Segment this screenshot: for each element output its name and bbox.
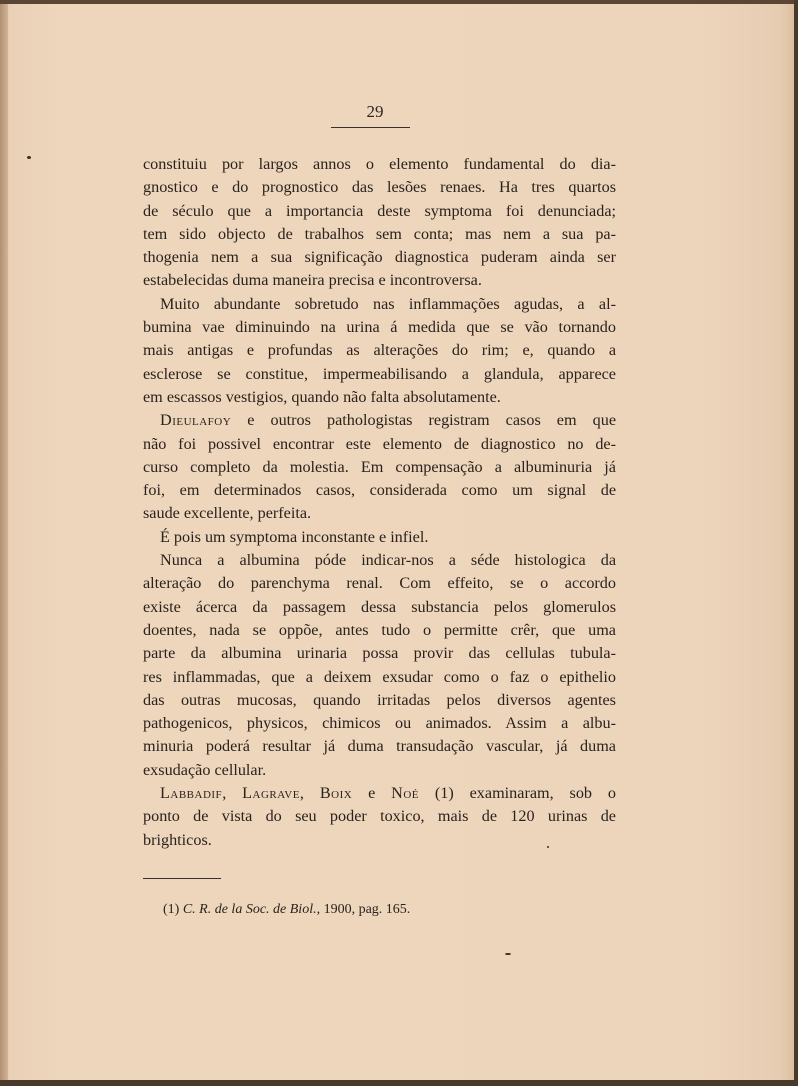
author-name: Lagrave (242, 784, 300, 803)
text-line: thogenia nem a sua significação diagnostica puderam ainda ser (143, 248, 616, 267)
text-line: tem sido objecto de trabalhos sem conta; mas nem a sua pa- (143, 224, 616, 243)
body-text (143, 153, 616, 852)
paragraph-6 (143, 782, 616, 852)
text-line: alteração do parenchyma renal. Com effeito, se o accordo (143, 574, 616, 593)
text-line: mais antigas e profundas as alterações do rim; e, quando a (143, 341, 616, 360)
text-line: estabelecidas duma maneira precisa e incontroversa. (143, 271, 482, 290)
text-line: não foi possivel encontrar este elemento de diagnostico no de- (143, 434, 616, 453)
footnote-rule (143, 878, 221, 879)
text-line: pathogenicos, physicos, chimicos ou animados. Assim a albu- (143, 714, 616, 733)
page-right-edge (794, 0, 798, 1086)
paragraph-4 (143, 526, 616, 549)
paper-speck (27, 156, 31, 159)
text-line: esclerose se constitue, impermeabilisando a glandula, apparece (143, 364, 616, 383)
paragraph-1 (143, 153, 616, 293)
text-line: curso completo da molestia. Em compensação a albuminuria já (143, 457, 616, 476)
text-line: brighticos. (143, 830, 212, 849)
author-name: Dieulafoy (160, 411, 232, 430)
text-fragment: , (222, 784, 243, 803)
paragraph-3 (143, 409, 616, 525)
text-line: das outras mucosas, quando irritadas pelos diversos agentes (143, 690, 616, 709)
text-line: ponto de vista do seu poder toxico, mais de 120 urinas de (143, 807, 616, 826)
footnote (163, 902, 410, 918)
text-line: exsudação cellular. (143, 760, 267, 779)
text-line: saude excellente, perfeita. (143, 504, 312, 523)
text-line (143, 409, 616, 432)
text-line: Nunca a albumina póde indicar-nos a séde histologica da (160, 551, 616, 570)
text-line: foi, em determinados casos, considerada como um signal de (143, 481, 616, 500)
text-fragment: e outros pathologistas registram casos em que (231, 411, 616, 430)
text-line: constituiu por largos annos o elemento fundamental do dia- (143, 155, 616, 173)
paper-speck (547, 846, 549, 848)
text-line: de século que a importancia deste symptoma foi denunciada; (143, 201, 616, 220)
text-fragment: e (352, 784, 392, 803)
text-line: minuria poderá resultar já duma transudação vascular, já duma (143, 737, 616, 756)
page-number-rule (331, 127, 410, 128)
text-line: bumina vae diminuindo na urina á medida que se vão tornando (143, 318, 616, 337)
text-line: em escassos vestigios, quando não falta absolutamente. (143, 387, 501, 406)
footnote-citation: 1900, pag. 165. (320, 902, 411, 917)
footnote-marker: (1) (163, 902, 180, 917)
text-line: Muito abundante sobretudo nas inflammações agudas, a al- (160, 294, 616, 313)
paragraph-2 (143, 293, 616, 409)
paragraph-5 (143, 549, 616, 782)
page-left-edge (0, 0, 8, 1086)
text-line: doentes, nada se oppõe, antes tudo o permitte crêr, que uma (143, 620, 616, 639)
text-line: gnostico e do prognostico das lesões renaes. Ha tres quartos (143, 178, 616, 197)
page-bottom-edge (0, 1080, 798, 1086)
text-line: res inflammadas, que a deixem exsudar como o faz o epithelio (143, 667, 616, 686)
text-line: parte da albumina urinaria possa provir das cellulas tubula- (143, 644, 616, 663)
text-line (143, 782, 616, 805)
paper-speck (505, 953, 511, 955)
footnote-source: C. R. de la Soc. de Biol., (182, 902, 321, 917)
text-line: existe ácerca da passagem dessa substancia pelos glomerulos (143, 597, 616, 616)
page-top-edge (0, 0, 798, 4)
page-number: 29 (366, 102, 384, 121)
text-fragment: (1) examinaram, sob o (419, 784, 616, 803)
text-fragment: , (299, 784, 320, 803)
text-line: É pois um symptoma inconstante e infiel. (160, 527, 429, 546)
author-name: Labbadif (160, 784, 223, 803)
author-name: Boix (319, 784, 353, 803)
author-name: Noé (391, 784, 419, 803)
